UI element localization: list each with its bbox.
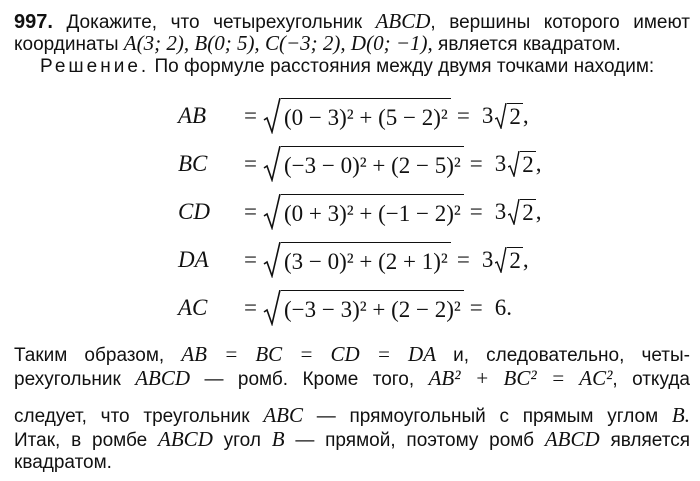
conclusion-line-2	[14, 367, 690, 391]
conclusion-text: — прямой, поэтому ромб	[284, 430, 545, 451]
sqrt-symbol	[263, 146, 464, 182]
equation-punct: ,	[535, 151, 542, 176]
conclusion-text: , откуда	[612, 369, 690, 390]
result-radicand: 2	[522, 152, 534, 177]
conclusion-text: следует, что треугольник	[14, 406, 264, 427]
conclusion-line-1	[14, 343, 690, 367]
solution-intro-text: По формуле расстояния между двумя точками находим:	[149, 56, 655, 77]
result-coefficient: 3	[494, 199, 507, 224]
result-value: 6.	[494, 295, 513, 320]
conclusion-line-4	[14, 428, 690, 452]
conclusion-text: рехугольник	[14, 369, 136, 390]
result-radicand: 2	[509, 104, 521, 129]
sqrt-symbol	[495, 103, 523, 129]
result-coefficient: 3	[481, 247, 494, 272]
equation-punct: ,	[535, 199, 542, 224]
conclusion-text: — ромб. Кроме того,	[190, 369, 429, 390]
equation-lhs: CD	[178, 199, 210, 224]
sqrt-symbol	[508, 151, 536, 177]
sqrt-symbol	[508, 199, 536, 225]
solution-heading: Решение.	[40, 56, 150, 77]
sqrt-symbol	[263, 290, 464, 326]
point-a: A(3; 2),	[123, 31, 190, 55]
sqrt-symbol	[495, 247, 523, 273]
radicand: (0 + 3)² + (−1 − 2)²	[281, 194, 464, 230]
problem-tail: является квадратом.	[432, 34, 621, 55]
problem-text-end: , вершины которого имеют	[430, 12, 690, 33]
quad-name: ABCD	[544, 427, 600, 451]
conclusion-text: угол	[212, 430, 272, 451]
equation-ac: AC = (−3 − 3)² + (2 − 2)² = 6.	[178, 287, 512, 329]
equation-punct: ,	[522, 247, 529, 272]
equation-bc: BC = (−3 − 0)² + (2 − 5)² = 3 2 ,	[178, 143, 542, 185]
conclusion-text: — прямоугольный с прямым углом	[303, 406, 672, 427]
problem-line-2	[14, 32, 621, 56]
equation-lhs: AC	[178, 295, 208, 320]
result-radicand: 2	[522, 200, 534, 225]
triangle-name: ABC	[263, 403, 303, 427]
quad-name: ABCD	[158, 427, 213, 451]
conclusion-text: Таким образом,	[14, 345, 182, 366]
solution-intro	[40, 56, 654, 78]
conclusion-text: Итак, в ромбе	[14, 430, 159, 451]
conclusion-line-5	[14, 452, 112, 474]
coords-label: координаты	[14, 34, 124, 55]
equation-ab: AB = (0 − 3)² + (5 − 2)² = 3 2 ,	[178, 95, 529, 137]
angle-name: B	[271, 427, 285, 451]
radicand: (0 − 3)² + (5 − 2)²	[281, 98, 451, 134]
conclusion-text: и, следовательно, четы-	[436, 345, 690, 366]
result-coefficient: 3	[494, 151, 507, 176]
equation-cd: CD = (0 + 3)² + (−1 − 2)² = 3 2 ,	[178, 191, 542, 233]
problem-text: Докажите, что четырехугольник	[52, 12, 376, 33]
equation-lhs: DA	[178, 247, 209, 272]
equation-punct: ,	[522, 103, 529, 128]
point-d: D(0; −1),	[350, 31, 433, 55]
angle-name: B.	[671, 403, 690, 427]
point-c: C(−3; 2),	[264, 31, 346, 55]
sqrt-symbol	[263, 194, 464, 230]
radicand: (3 − 0)² + (2 + 1)²	[281, 242, 451, 278]
quad-name: ABCD	[135, 366, 191, 390]
equation-da: DA = (3 − 0)² + (2 + 1)² = 3 2 ,	[178, 239, 529, 281]
equation-lhs: BC	[178, 151, 208, 176]
equal-sides: AB = BC = CD = DA	[181, 342, 437, 366]
sqrt-symbol	[263, 242, 451, 278]
sqrt-symbol	[263, 98, 451, 134]
conclusion-line-3	[14, 404, 690, 428]
equation-lhs: AB	[178, 103, 207, 128]
quad-name: ABCD	[375, 9, 431, 33]
conclusion-text: является	[599, 430, 691, 451]
problem-number: 997.	[14, 11, 53, 33]
result-coefficient: 3	[481, 103, 494, 128]
pythagoras-relation: AB² + BC² = AC²	[428, 366, 613, 390]
radicand: (−3 − 0)² + (2 − 5)²	[281, 146, 464, 182]
result-radicand: 2	[509, 248, 521, 273]
point-b: B(0; 5),	[194, 31, 260, 55]
conclusion-text: квадратом.	[14, 452, 112, 473]
radicand: (−3 − 3)² + (2 − 2)²	[281, 290, 464, 326]
